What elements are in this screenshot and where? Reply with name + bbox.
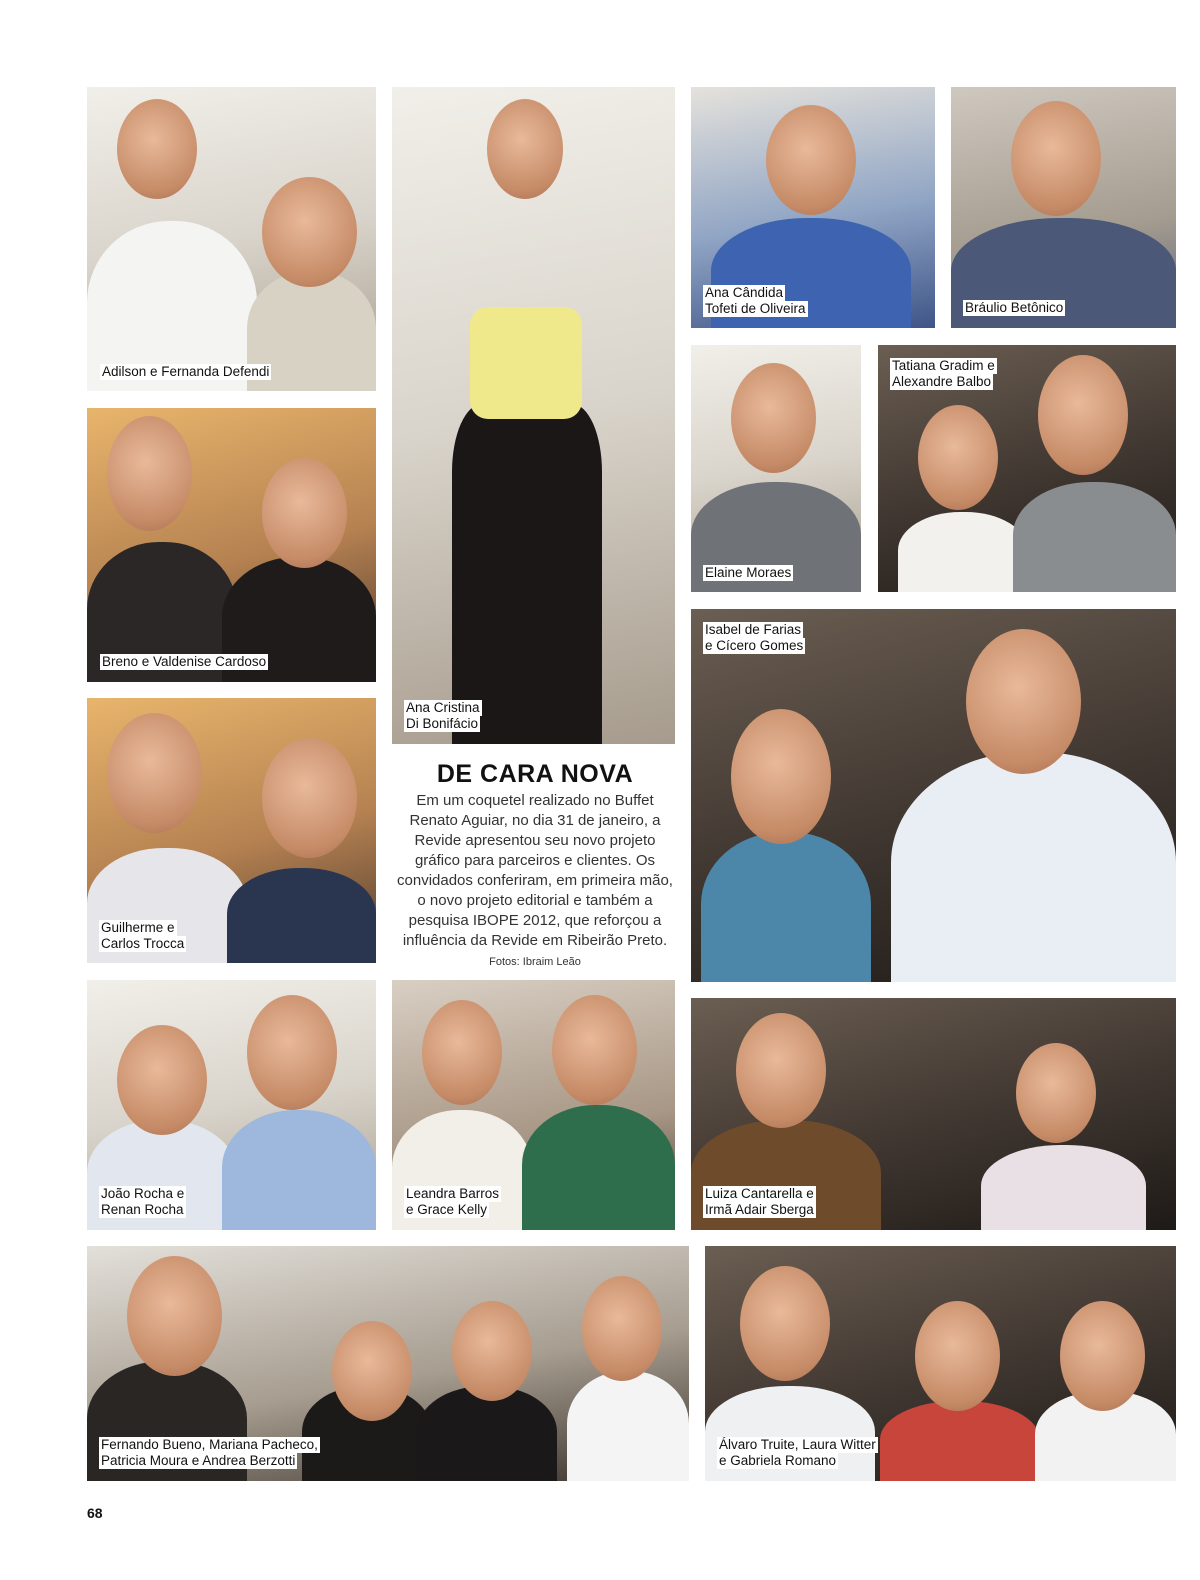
photo-adilson-fernanda — [87, 87, 376, 391]
caption-line: Fernando Bueno, Mariana Pacheco, — [101, 1437, 318, 1452]
caption-alvaro — [717, 1437, 878, 1469]
photo-isabel-cicero — [691, 609, 1176, 982]
caption-guilherme — [99, 920, 186, 952]
caption-line: Guilherme e — [101, 920, 175, 935]
caption-tatiana — [890, 358, 997, 390]
caption-breno: Breno e Valdenise Cardoso — [102, 654, 267, 669]
caption-line: Ana Cristina — [406, 700, 480, 715]
caption-line: Di Bonifácio — [406, 716, 479, 731]
article-body — [396, 791, 674, 972]
caption-line: Alexandre Balbo — [892, 374, 992, 389]
article-headline: DE CARA NOVA — [436, 760, 634, 788]
caption-fernando — [99, 1437, 320, 1469]
caption-line: Leandra Barros — [406, 1186, 500, 1201]
caption-line: Irmã Adair Sberga — [705, 1202, 814, 1217]
caption-ana-cristina — [404, 700, 482, 732]
article-body-text: Em um coquetel realizado no Buffet Renato Aguiar, no dia 31 de janeiro, a Revide apresentou seu novo projeto gráfico para parceiros e clientes. Os convidados conferiram, em primeira mão, o novo projeto editorial e também a pesquisa IBOPE 2012, que reforçou a influência da Revide em Ribeirão Preto. — [397, 792, 673, 949]
caption-leandra — [404, 1186, 501, 1218]
photo-braulio — [951, 87, 1176, 328]
photo-credit: Fotos: Ibraim Leão — [489, 956, 581, 968]
photo-elaine — [691, 345, 861, 592]
caption-line: Ana Cândida — [705, 285, 784, 300]
caption-line: Carlos Trocca — [101, 936, 185, 951]
caption-line: e Gabriela Romano — [719, 1453, 837, 1468]
caption-line: e Cícero Gomes — [705, 638, 804, 653]
caption-braulio: Bráulio Betônico — [965, 300, 1064, 315]
caption-line: Tatiana Gradim e — [892, 358, 995, 373]
caption-line: Isabel de Farias — [705, 622, 802, 637]
photo-breno-valdenise — [87, 408, 376, 682]
caption-line: Renan Rocha — [101, 1202, 184, 1217]
page-number: 68 — [87, 1505, 103, 1521]
caption-luiza — [703, 1186, 816, 1218]
caption-ana-candida — [703, 285, 808, 317]
caption-elaine: Elaine Moraes — [705, 565, 792, 580]
caption-adilson: Adilson e Fernanda Defendi — [102, 364, 270, 379]
article — [396, 760, 674, 972]
caption-line: Patricia Moura e Andrea Berzotti — [101, 1453, 296, 1468]
caption-line: Tofeti de Oliveira — [705, 301, 806, 316]
caption-line: Luiza Cantarella e — [705, 1186, 814, 1201]
caption-line: Álvaro Truite, Laura Witter — [719, 1437, 876, 1452]
caption-joao — [99, 1186, 186, 1218]
caption-isabel — [703, 622, 805, 654]
caption-line: e Grace Kelly — [406, 1202, 488, 1217]
caption-line: João Rocha e — [101, 1186, 185, 1201]
photo-ana-cristina — [392, 87, 675, 744]
